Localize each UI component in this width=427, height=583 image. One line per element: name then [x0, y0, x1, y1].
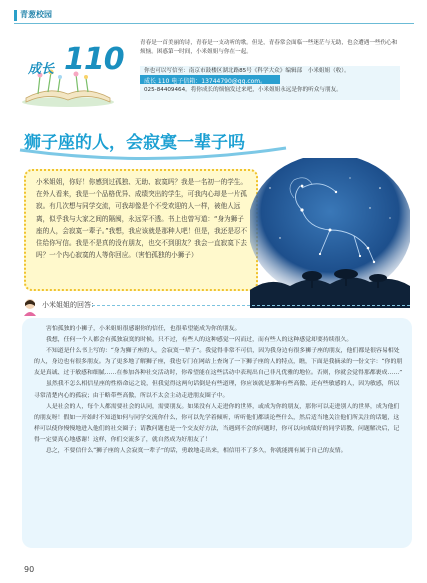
column-intro: 青春是一首美丽的诗，青春是一支动听的歌。但是，青春常会面临一些迷茫与无助，也会遭遇一些伤心和烦恼。困惑第一时间，小米姐姐与你在一起。: [140, 40, 398, 55]
reply-paragraph: 害怕孤独的小狮子，小米姐姐很感谢你的信任，也很希望能成为你的朋友。: [46, 326, 241, 332]
header-divider: [14, 23, 414, 24]
reply-label-divider: [92, 305, 410, 307]
reader-letter-text: 小米姐姐，你好！你感到过孤独、无助、寂寞吗？我是一名初一的学生。在外人看来，我是一个品格优异、成绩突出的学生，可我内心却是一片孤寂。有几次想与同学交流，可我却像是个不受欢迎的人一样，被他人远离，似乎我与大家之间的隔阂，永远穿不透。书上也曾写道：“身为狮子座的人，会寂寞一辈子。”我想，我应该就是那种人吧！但是，我还是忍不住给你写信。我是不是真的没有朋友，也交不到朋友？我会一直寂寞下去吗？一个内心寂寞的人等你回应。（害怕孤独的小狮子）: [36, 178, 248, 260]
contact-phone: 025-84409464。将你成长的烦恼发过来吧，小米姐姐永远是你的听众与朋友。: [144, 87, 342, 93]
reply-paragraph: 我想，任何一个人都会有孤独寂寞的时候。只不过，有些人的这种感觉一闪而过，而有些人的这种感觉却要持续很久。: [46, 337, 353, 344]
header-accent-bar: [14, 10, 17, 21]
contact-mail-address: 你也可以写信至：南京市鼓楼区湖北路85号《科学大众》编辑部 小米姐姐（收）。: [144, 68, 350, 74]
title-underline-decoration: [18, 146, 288, 164]
reply-paragraph: 不知道是什么书上写的：“身为狮子座的人，会寂寞一辈子”。我觉得非常不可信，因为我身边有很多狮子座的朋友，他们都是很容易相处的人，身边也有很多朋友。为了更多地了解狮子座，我也专门在网站上查询了一下狮子座的人的特点，瞧，下面是我摘录的一份文字：“你的朋友是真诚、过于敏感和细腻……在参加各种社交活动时，你希望能在这些活动中表现出自己非凡优雅的地位。否则，你就会觉得那都裹成……”: [34, 348, 403, 377]
column-logo-text: 成长: [28, 62, 55, 77]
page-number: 90: [24, 565, 35, 574]
reply-paragraph: 人是社会的人，每个人都需要社会的认同，需要朋友。如果没有人走进你的世界，或成为你的朋友，那你可以走进别人的世界，成为他们的朋友呀！假如一开始时不知道如何与同学交流你什么，你可以先学着倾听，听听他们都谈论些什么，然后适当地关注他们所关注的话题，这样可以使你慢慢地进入他们的社交圈子；请教问题也是一个交友好方法，当遇到不会的问题时，你可以向成绩好的同学请教，问题解决后，记得一定要真心地感谢！这样，你们交流多了，就自然成为好朋友了！: [34, 403, 400, 443]
reply-text: [34, 324, 404, 457]
reply-paragraph: 总之，不要信什么“狮子座的人会寂寞一辈子”的话，勇敢地走出来，相信用不了多久，你就能拥有属于自己的友情。: [46, 448, 347, 455]
leo-constellation-illustration: [250, 158, 410, 308]
avatar-icon: [22, 298, 38, 316]
reply-paragraph: 虽然我不怎么相信星座的性格命运之说，但我觉得这两句话倒是有些道理，你应该就是那种有些高傲、还有些敏感的人，因为敏感，所以寻常清楚内心的孤寂；由于略带些高傲，所以不太会主动走进朋友圈子中。: [34, 381, 400, 399]
section-title: 青葱校园: [20, 10, 52, 19]
article-title: 狮子座的人，会寂寞一辈子吗: [24, 133, 245, 153]
column-logo-number: 110: [64, 42, 124, 77]
contact-email: 成长 110 电子信箱：13744790@qq.com。: [144, 78, 267, 85]
reply-label: 小米姐姐的回答：: [42, 301, 98, 309]
